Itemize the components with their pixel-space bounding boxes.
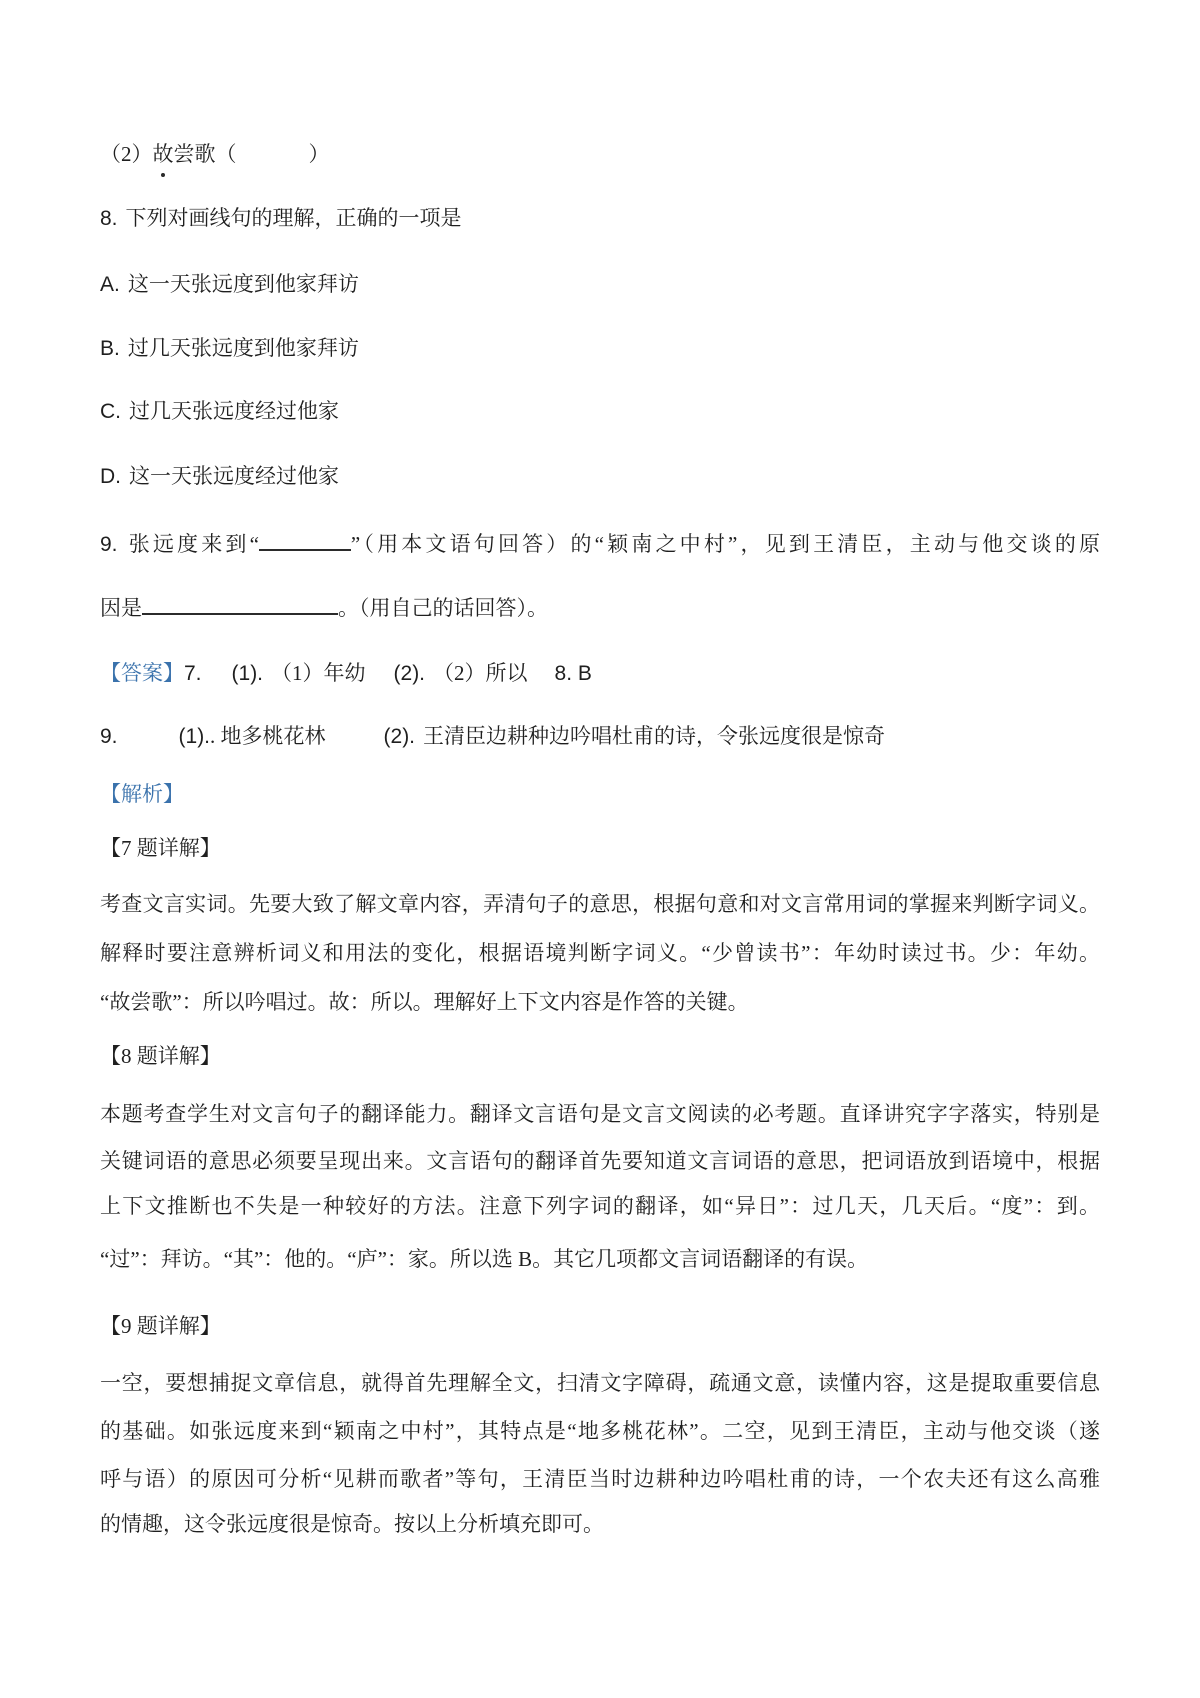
fill-blank-underline: [142, 593, 338, 615]
paragraph-text: 一空，要想捕捉文章信息，就得首先理解全文，扫清文字障碍，疏通文意，读懂内容，这是提取重要信息: [100, 1371, 1100, 1395]
analysis-label-line: [100, 778, 1100, 810]
q8-analysis-line-2: [100, 1145, 1100, 1177]
q8-option-d-text: 这一天张远度经过他家: [129, 464, 339, 488]
paragraph-text: “故尝歌”：所以吟唱过。故：所以。理解好上下文内容是作答的关键。: [100, 990, 749, 1014]
answer-q9-item2-label: (2).: [383, 725, 416, 748]
q7-part2-number: （2）: [100, 142, 153, 166]
emphasis-dot: [161, 173, 165, 177]
answer-q9-item2-text: 王清臣边耕种边吟唱杜甫的诗，令张远度很是惊奇: [423, 724, 886, 748]
q7-part2-line: [100, 138, 1100, 170]
q9-stem-line1: [100, 528, 1100, 561]
q8-option-d: [100, 460, 1100, 493]
q8-option-a-label: A.: [100, 273, 120, 296]
q7-analysis-line-3: [100, 986, 1100, 1018]
q7-analysis-heading-text: 【7 题详解】: [100, 836, 221, 860]
q8-option-b: [100, 332, 1100, 365]
q8-option-b-label: B.: [100, 337, 120, 360]
q7-analysis-line-2: [100, 937, 1100, 969]
paragraph-text: 关键词语的意思必须要呈现出来。文言语句的翻译首先要知道文言词语的意思，把词语放到语境中，根据: [100, 1149, 1100, 1173]
q7-part2-text: 尝歌（: [173, 142, 237, 166]
q8-analysis-line-3: [100, 1190, 1100, 1222]
answer-line-2: [100, 720, 1100, 753]
q8-option-c-text: 过几天张远度经过他家: [129, 399, 339, 423]
q9-analysis-heading-text: 【9 题详解】: [100, 1314, 221, 1338]
q9-stem-before-blank: 张远度来到“: [125, 532, 259, 556]
emphasized-char-text: 故: [152, 142, 174, 166]
answer-q7-number: 7.: [184, 662, 202, 685]
q9-number: 9.: [100, 533, 118, 556]
q8-option-c: [100, 395, 1100, 428]
q7-part2-emphasized-char: [153, 138, 174, 170]
answer-q7-item2-text: （2）所以: [433, 661, 528, 685]
q9-stem-after-blank: ”（用本文语句回答）的“颖南之中村”，见到王清臣，主动与他交谈的原: [350, 532, 1100, 556]
q8-option-d-label: D.: [100, 465, 121, 488]
q9-analysis-heading: [100, 1310, 1100, 1342]
answer-q7-item1-text: （1）年幼: [271, 661, 366, 685]
paragraph-text: 本题考查学生对文言句子的翻译能力。翻译文言语句是文言文阅读的必考题。直译讲究字字落实，特别是: [100, 1102, 1100, 1126]
q7-analysis-heading: [100, 832, 1100, 864]
paragraph-text: “过”：拜访。“其”：他的。“庐”：家。所以选 B。其它几项都文言词语翻译的有误。: [100, 1247, 869, 1271]
q8-stem: 下列对画线句的理解，正确的一项是: [125, 206, 462, 230]
q7-analysis-line-1: [100, 888, 1100, 920]
q8-stem-line: [100, 202, 1100, 235]
paragraph-text: 的基础。如张远度来到“颖南之中村”，其特点是“地多桃花林”。二空，见到王清臣，主动与他交谈（遂: [100, 1419, 1100, 1443]
paragraph-text: 上下文推断也不失是一种较好的方法。注意下列字词的翻译，如“异日”：过几天，几天后。“度”：到。: [100, 1194, 1100, 1218]
q9-line2-suffix: 。（用自己的话回答）。: [338, 596, 548, 620]
paragraph-text: 解释时要注意辨析词义和用法的变化，根据语境判断字词义。“少曾读书”：年幼时读过书。少：年幼。: [100, 941, 1100, 965]
q9-analysis-line-1: [100, 1367, 1100, 1399]
paragraph-text: 的情趣，这令张远度很是惊奇。按以上分析填充即可。: [100, 1512, 604, 1536]
answer-q9-item1-text: . 地多桃花林: [210, 724, 326, 748]
q8-option-b-text: 过几天张远度到他家拜访: [127, 336, 359, 360]
q9-analysis-line-2: [100, 1415, 1100, 1447]
paragraph-text: 考查文言实词。先要大致了解文章内容，弄清句子的意思，根据句意和对文言常用词的掌握来判断字词义。: [100, 892, 1100, 916]
q9-line2-prefix: 因是: [100, 596, 142, 620]
q8-analysis-line-1: [100, 1098, 1100, 1130]
q7-part2-close-paren: ）: [308, 142, 330, 166]
paragraph-text: 呼与语）的原因可分析“见耕而歌者”等句，王清臣当时边耕种边吟唱杜甫的诗，一个农夫还有这么高雅: [100, 1467, 1100, 1491]
analysis-label: 【解析】: [100, 782, 184, 806]
answer-line-1: [100, 657, 1100, 690]
q8-analysis-heading-text: 【8 题详解】: [100, 1044, 221, 1068]
answer-q9-number: 9.: [100, 725, 118, 748]
q8-option-c-label: C.: [100, 400, 121, 423]
q8-analysis-line-4: [100, 1243, 1100, 1275]
q8-number: 8.: [100, 207, 118, 230]
q8-option-a-text: 这一天张远度到他家拜访: [127, 272, 359, 296]
answer-q8-text: 8. B: [554, 662, 592, 685]
answer-label: 【答案】: [100, 661, 184, 685]
answer-q7-item1-label: (1).: [231, 662, 264, 685]
q8-option-a: [100, 268, 1100, 301]
answer-q9-item1-label: (1).: [178, 725, 211, 748]
fill-blank-underline: [259, 529, 351, 551]
answer-q7-item2-label: (2).: [393, 662, 426, 685]
q9-analysis-line-4: [100, 1508, 1100, 1540]
q9-analysis-line-3: [100, 1463, 1100, 1495]
q8-analysis-heading: [100, 1040, 1100, 1072]
q9-stem-line2: [100, 592, 1100, 624]
